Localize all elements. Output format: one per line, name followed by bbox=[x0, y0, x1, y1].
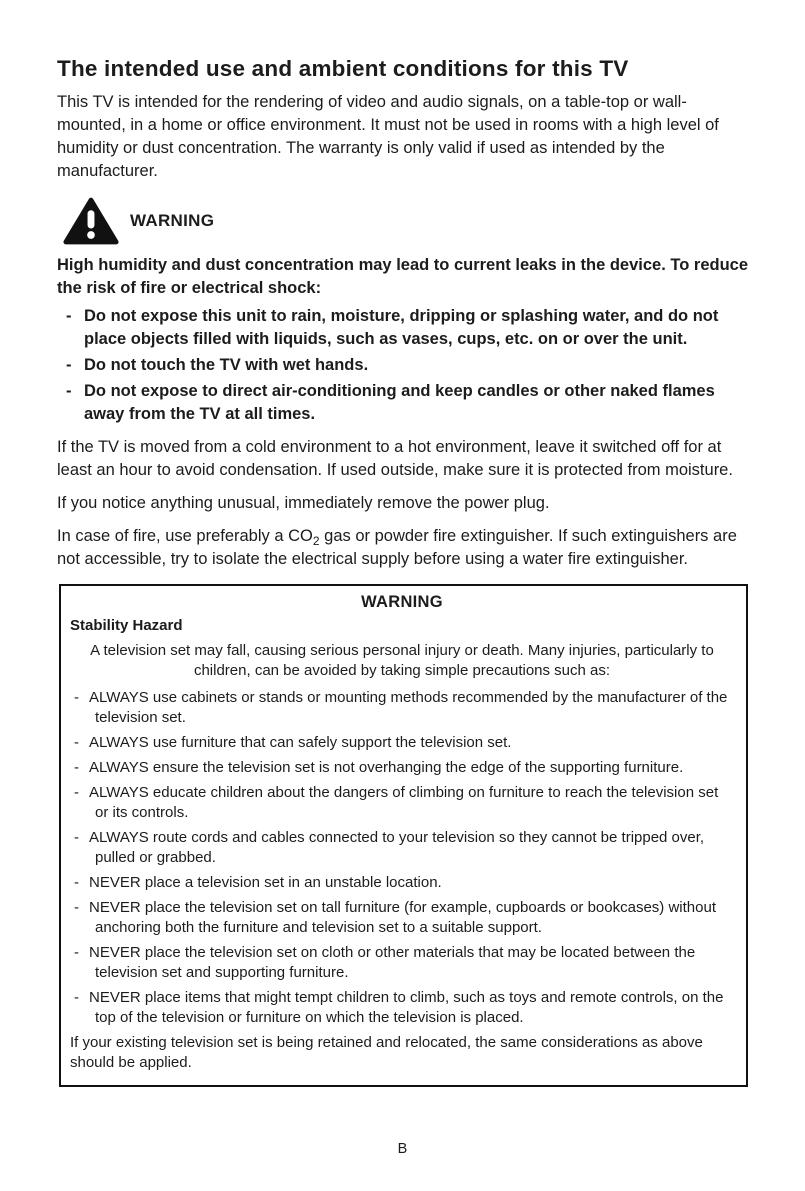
power-plug-paragraph: If you notice anything unusual, immediately remove the power plug. bbox=[57, 494, 550, 512]
stability-warning-box bbox=[59, 584, 748, 1087]
item-dash: - bbox=[74, 734, 79, 751]
item-dash: - bbox=[74, 784, 79, 801]
page-number: B bbox=[397, 1141, 408, 1157]
stability-item-text: NEVER place items that might tempt children to climb, such as toys and remote controls, on the top of the television or furniture on which the television is placed. bbox=[89, 989, 724, 1026]
fire-paragraph-post: gas or powder fire extinguisher. If such extinguishers are not accessible, try to isolate the electrical supply before using a water fire extinguisher. bbox=[57, 527, 737, 568]
stability-item bbox=[70, 688, 734, 728]
fire-extinguisher-paragraph bbox=[57, 525, 748, 571]
stability-item bbox=[70, 873, 734, 893]
fire-paragraph-pre: In case of fire, use preferably a CO bbox=[57, 527, 313, 545]
hazard-bullet-text: Do not expose this unit to rain, moisture, dripping or splashing water, and do not place objects filled with liquids, such as vases, cups, etc. on or over the unit. bbox=[84, 307, 719, 348]
bullet-dash: - bbox=[66, 382, 72, 400]
stability-item bbox=[70, 733, 734, 753]
stability-item-text: ALWAYS ensure the television set is not overhanging the edge of the supporting furniture. bbox=[89, 759, 684, 776]
item-dash: - bbox=[74, 689, 79, 706]
stability-item bbox=[70, 898, 734, 938]
condensation-paragraph: If the TV is moved from a cold environment to a hot environment, leave it switched off for at least an hour to avoid condensation. If used outside, make sure it is protected from moisture. bbox=[57, 438, 733, 479]
stability-item-text: NEVER place the television set on tall furniture (for example, cupboards or bookcases) without anchoring both the furniture and television set to a suitable support. bbox=[89, 899, 716, 936]
stability-hazard-subheading: Stability Hazard bbox=[70, 617, 183, 634]
hazard-bullet bbox=[57, 380, 748, 426]
stability-item bbox=[70, 783, 734, 823]
intro-paragraph: This TV is intended for the rendering of video and audio signals, on a table-top or wall-mounted, in a home or office environment. It must not be used in rooms with a high level of humidity or dust concentration. The warranty is only valid if used as intended by the manufacturer. bbox=[57, 93, 719, 180]
stability-item bbox=[70, 828, 734, 868]
hazard-bullet bbox=[57, 305, 748, 351]
item-dash: - bbox=[74, 829, 79, 846]
item-dash: - bbox=[74, 899, 79, 916]
stability-box-heading: WARNING bbox=[361, 593, 443, 611]
stability-item-text: NEVER place a television set in an unstable location. bbox=[89, 874, 442, 891]
page-title: The intended use and ambient conditions for this TV bbox=[57, 56, 629, 81]
hazard-bullet-text: Do not touch the TV with wet hands. bbox=[84, 356, 369, 374]
warning-header bbox=[63, 196, 748, 246]
co2-subscript: 2 bbox=[312, 534, 320, 548]
warning-triangle-icon bbox=[63, 196, 119, 246]
stability-lead: A television set may fall, causing serious personal injury or death. Many injuries, particularly to children, can be avoided by taking simple precautions such as: bbox=[90, 642, 714, 679]
bullet-dash: - bbox=[66, 307, 72, 325]
item-dash: - bbox=[74, 989, 79, 1006]
bullet-dash: - bbox=[66, 356, 72, 374]
stability-footer: If your existing television set is being retained and relocated, the same considerations as above should be applied. bbox=[70, 1034, 703, 1071]
warning-label: WARNING bbox=[130, 211, 215, 230]
hazard-bullet-text: Do not expose to direct air-conditioning and keep candles or other naked flames away from the TV at all times. bbox=[84, 382, 715, 423]
hazard-lead: High humidity and dust concentration may lead to current leaks in the device. To reduce the risk of fire or electrical shock: bbox=[57, 256, 749, 297]
item-dash: - bbox=[74, 874, 79, 891]
stability-item-text: ALWAYS use furniture that can safely support the television set. bbox=[89, 734, 512, 751]
stability-item bbox=[70, 988, 734, 1028]
stability-item bbox=[70, 758, 734, 778]
stability-item-text: NEVER place the television set on cloth or other materials that may be located between the television set and supporting furniture. bbox=[89, 944, 696, 981]
hazard-bullet bbox=[57, 354, 748, 377]
stability-item-text: ALWAYS use cabinets or stands or mounting methods recommended by the manufacturer of the television set. bbox=[89, 689, 728, 726]
stability-item-text: ALWAYS educate children about the dangers of climbing on furniture to reach the television set or its controls. bbox=[89, 784, 719, 821]
stability-item-text: ALWAYS route cords and cables connected to your television so they cannot be tripped over, pulled or grabbed. bbox=[89, 829, 705, 866]
stability-item bbox=[70, 943, 734, 983]
item-dash: - bbox=[74, 759, 79, 776]
item-dash: - bbox=[74, 944, 79, 961]
